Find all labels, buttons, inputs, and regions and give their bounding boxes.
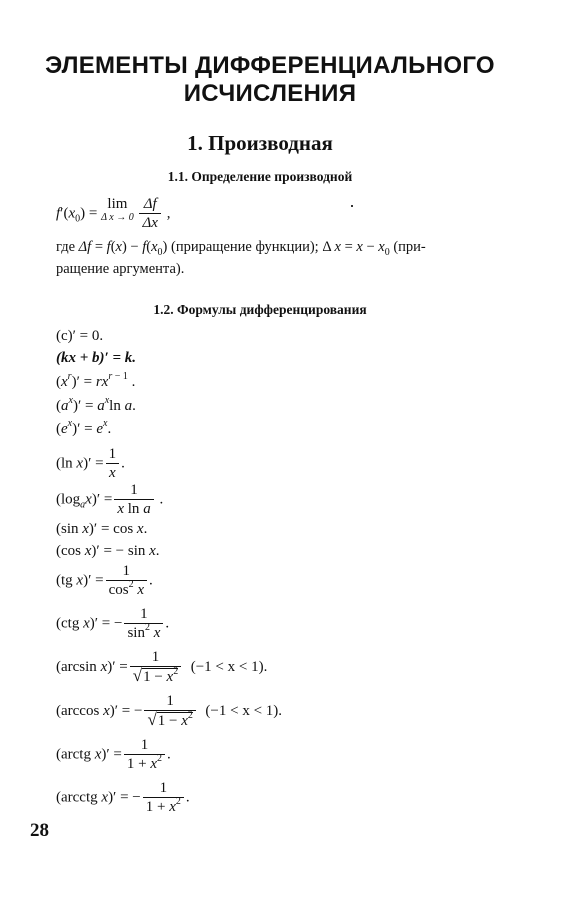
arccosine-domain: (−1 < x < 1).	[205, 702, 283, 719]
formula-arccosine: (arccos x)′ = − $\frac{1}{√1 - x^2}$ (−1 < x < 1).	[56, 693, 283, 729]
formula-exponential: $(a^x)' = a^x\ln$ a.	[56, 395, 136, 414]
chapter-title-line2: ИСЧИСЛЕНИЯ	[183, 80, 357, 107]
increment-argument-text-2: ращение аргумента).	[56, 261, 185, 277]
formula-arcsine: (arcsin x)′ = $\frac{1}{√1 - x^2}$ (−1 < x < 1).	[56, 649, 268, 685]
subsection-definition-heading: 1.1. Определение производной	[167, 169, 353, 184]
formula-arctangent: (arctg x)′ = $\frac{1}{1 + x^2}$ .	[56, 737, 171, 772]
print-speck	[351, 205, 353, 207]
formula-log-base-a: $(\log_ax)'$ = $\frac{1}{\text{x ln a}}$ .	[56, 482, 164, 517]
derivative-definition-formula: $f'(x_0)$ = lim Δ x → 0 $\frac{\Delta f}{\Delta x}$ ,	[56, 196, 171, 231]
increment-argument-text-1: (при-	[393, 239, 426, 255]
formula-arccotangent: (arcctg x)′ = − $\frac{1}{1 + x^2}$ .	[56, 780, 190, 815]
chapter-title-line1: ЭЛЕМЕНТЫ ДИФФЕРЕНЦИАЛЬНОГО	[45, 52, 495, 79]
formula-linear: (kx + b)′ = k.	[56, 350, 137, 366]
formula-natural-log: (ln x)′ = $\frac{1}{x}$ .	[56, 446, 125, 481]
subsection-formulas-heading: 1.2. Формулы дифференцирования	[153, 302, 367, 317]
where-word: где	[56, 239, 76, 255]
formula-tangent: (tg x)′ = $\frac{1}{\cos^2 x}$ .	[56, 563, 153, 598]
arcsine-domain: (−1 < x < 1).	[190, 658, 268, 675]
formula-cosine: (cos x)′ = − sin x.	[56, 543, 160, 559]
formula-cotangent: (ctg x)′ = − $\frac{1}{\sin^2 x}$ .	[56, 606, 170, 641]
definition-explanation: где $\Delta f = f(x) - f(x_0)$ (приращение функции); Δ $x = x - x_0$ (при- ращение аргумента).	[56, 239, 426, 277]
section-title: 1. Производная	[187, 131, 333, 155]
formula-natural-exponential: $(e^x)' = e^x$.	[56, 418, 112, 437]
formula-power: $(x^r)' = rx^{r - 1}$ .	[56, 371, 136, 390]
page-number: 28	[30, 820, 49, 841]
formula-sine: (sin x)′ = cos x.	[56, 521, 148, 537]
formula-constant: (c)′ = 0.	[56, 328, 104, 344]
increment-function-text: (приращение функции);	[171, 239, 319, 255]
chapter-title	[20, 52, 520, 108]
